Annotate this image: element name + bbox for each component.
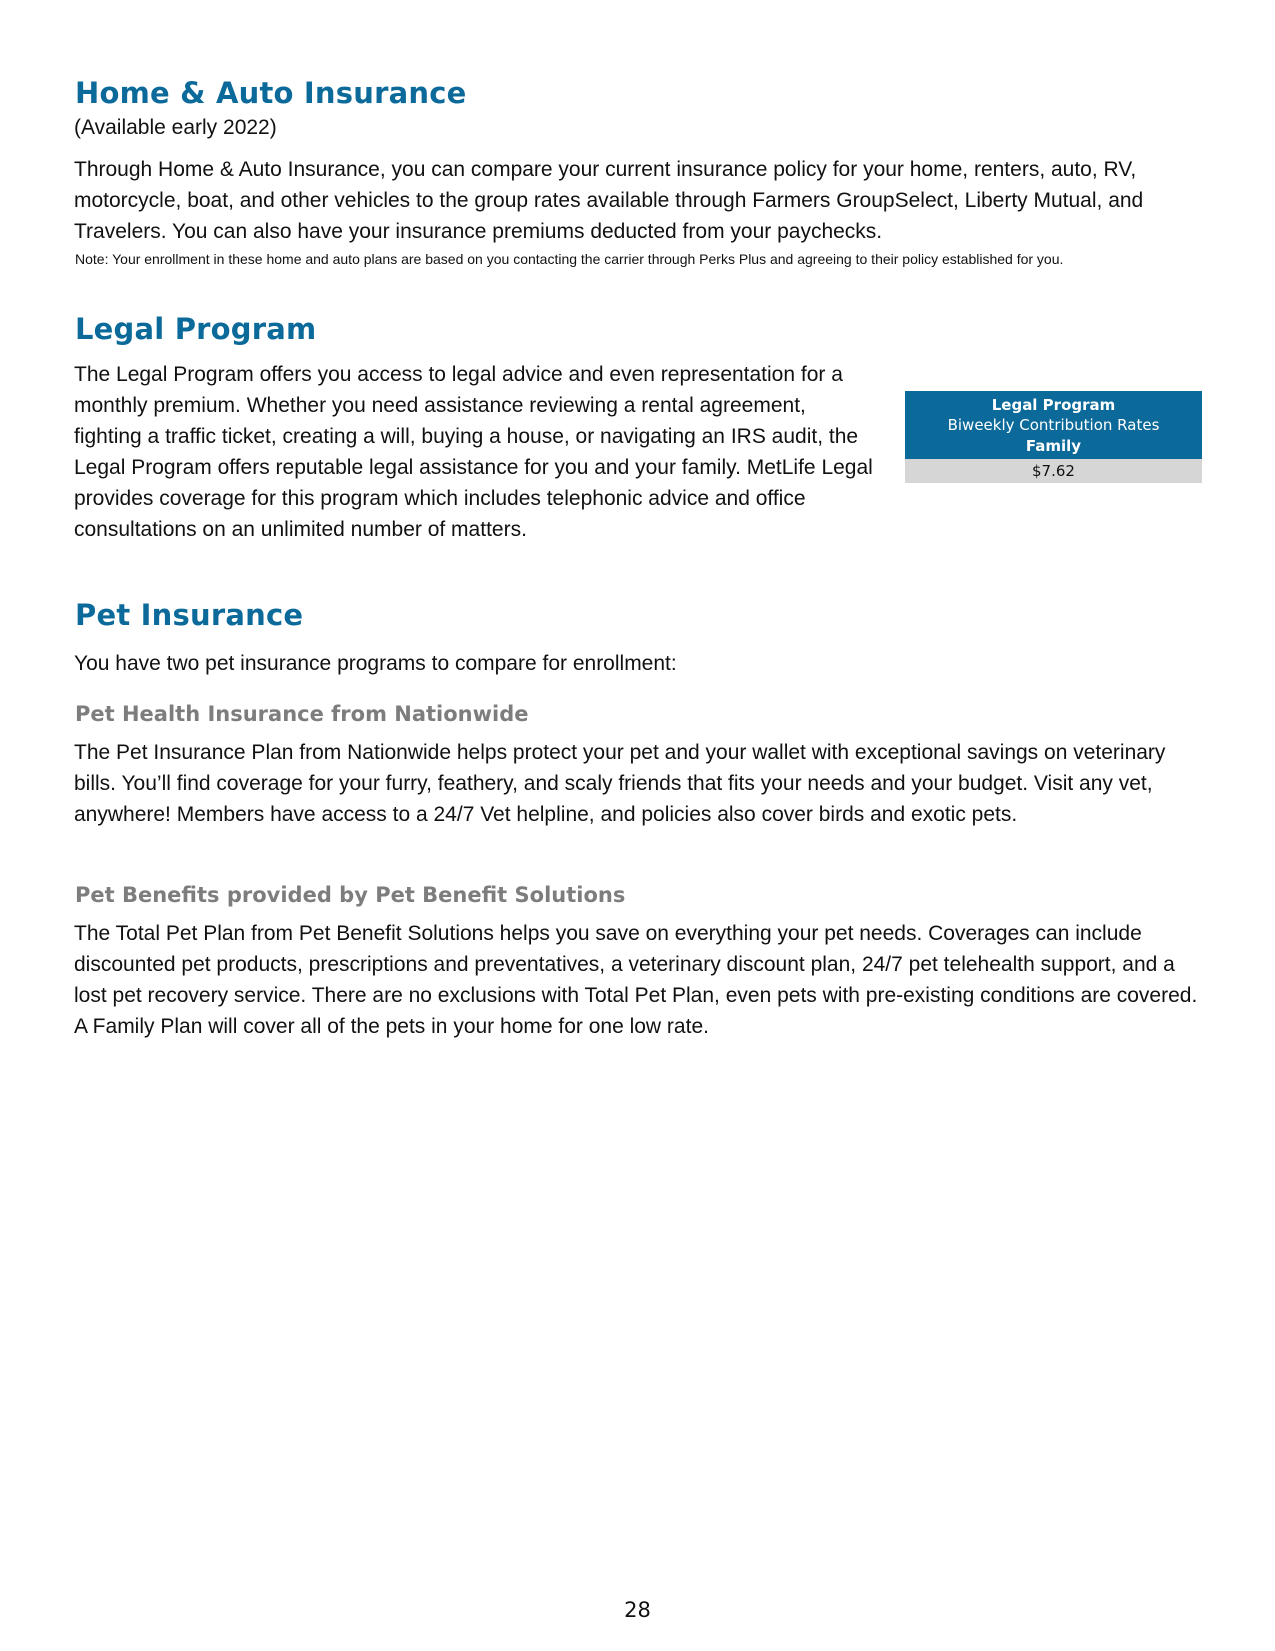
- page-number: 28: [624, 1598, 651, 1622]
- home-auto-body: Through Home & Auto Insurance, you can compare your current insurance policy for your home, renters, auto, RV, motorcycle, boat, and other vehicles to the group rates available through Farmers GroupSelect, Liberty Mutual, and Travelers. You can also have your insurance premiums deducted from your paychecks.: [74, 158, 1144, 243]
- legal-rate-table-title: Legal Program: [991, 396, 1116, 414]
- pbs-body: The Total Pet Plan from Pet Benefit Solutions helps you save on everything your pet needs. Coverages can include discounted pet products, prescriptions and preventatives, a veterinary discount plan, 24/7 pet telehealth support, and a lost pet recovery service. There are no exclusions with Total Pet Plan, even pets with pre-existing conditions are covered. A Family Plan will cover all of the pets in your home for one low rate.: [74, 922, 1198, 1038]
- legal-heading: Legal Program: [75, 312, 317, 346]
- legal-rate-table-column: Family: [1025, 437, 1082, 455]
- home-auto-note: Note: Your enrollment in these home and auto plans are based on you contacting the carrier through Perks Plus and agreeing to their policy established for you.: [75, 251, 1064, 267]
- legal-rate-table: [905, 391, 1202, 483]
- nationwide-body: The Pet Insurance Plan from Nationwide helps protect your pet and your wallet with exceptional savings on veterinary bills. You’ll find coverage for your furry, feathery, and scaly friends that fits your needs and your budget. Visit any vet, anywhere! Members have access to a 24/7 Vet helpline, and policies also cover birds and exotic pets.: [74, 741, 1166, 826]
- pet-intro: You have two pet insurance programs to compare for enrollment:: [74, 652, 677, 675]
- legal-rate-table-value: $7.62: [905, 459, 1202, 483]
- home-auto-heading: Home & Auto Insurance: [75, 76, 467, 110]
- nationwide-heading: Pet Health Insurance from Nationwide: [75, 702, 529, 726]
- pet-heading: Pet Insurance: [75, 598, 304, 632]
- pbs-heading: Pet Benefits provided by Pet Benefit Solutions: [75, 883, 626, 907]
- legal-body: The Legal Program offers you access to legal advice and even representation for a monthly premium. Whether you need assistance reviewing a rental agreement, fighting a traffic ticket, creating a will, buying a house, or navigating an IRS audit, the Legal Program offers reputable legal assistance for you and your family. MetLife Legal provides coverage for this program which includes telephonic advice and office consultations on an unlimited number of matters.: [74, 363, 873, 541]
- legal-rate-table-subtitle: Biweekly Contribution Rates: [947, 416, 1160, 434]
- legal-rate-table-header: [905, 391, 1202, 459]
- home-auto-availability: (Available early 2022): [74, 116, 277, 139]
